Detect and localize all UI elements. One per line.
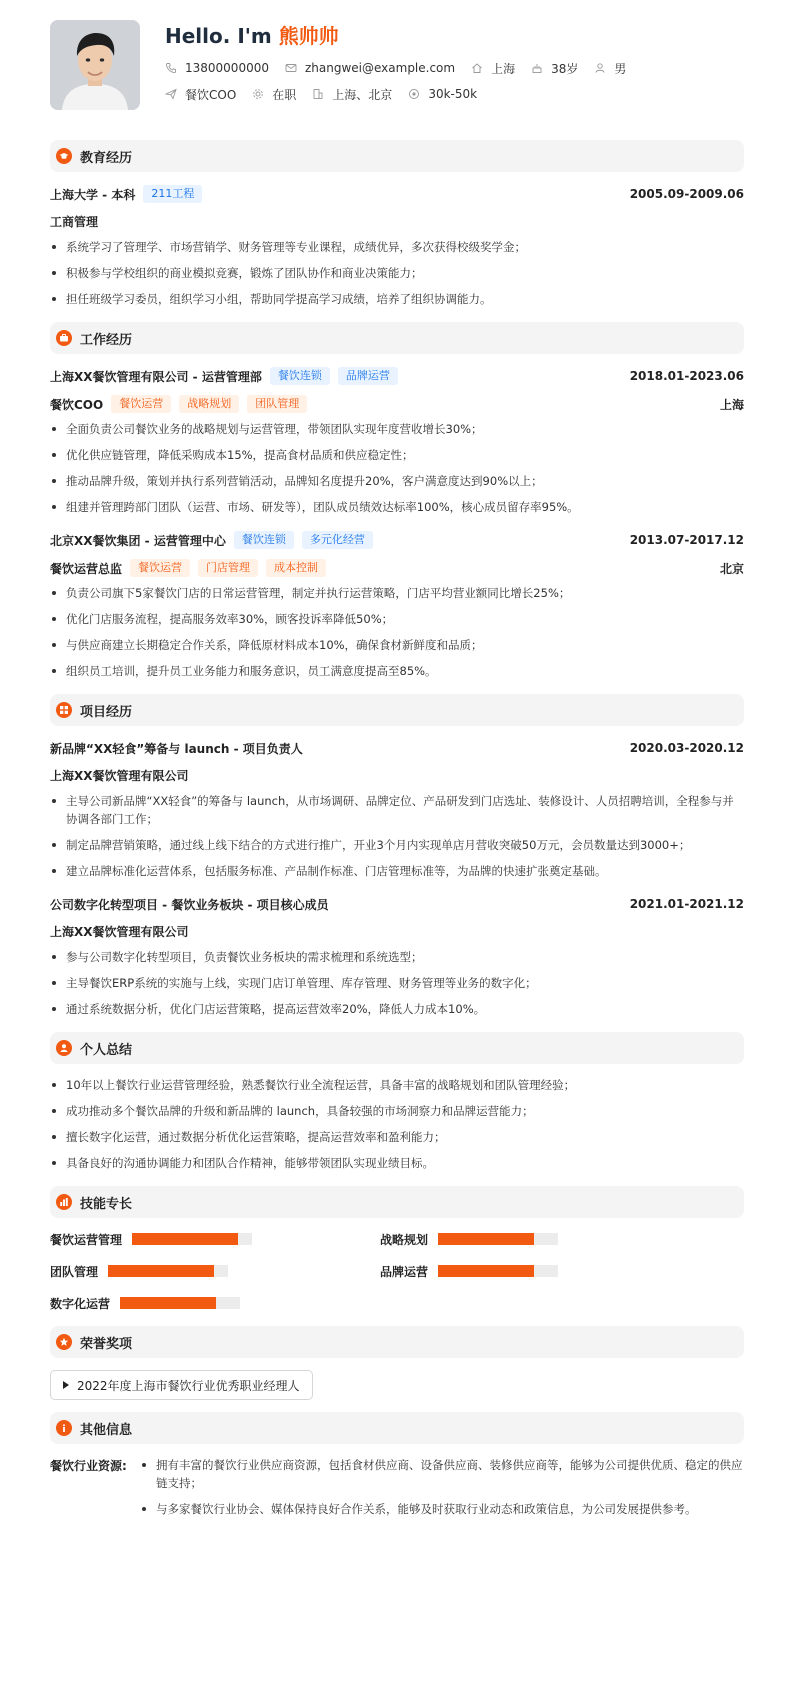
section-other xyxy=(50,1412,744,1444)
project-company: 上海XX餐饮管理有限公司 xyxy=(50,925,189,939)
award-icon xyxy=(56,1334,72,1350)
status-item xyxy=(252,86,296,103)
list-item: 推动品牌升级，策划并执行系列营销活动，品牌知名度提升20%，客户满意度达到90%以上； xyxy=(50,472,744,490)
industry-tag: 餐饮连锁 xyxy=(234,531,294,549)
other-label: 餐饮行业资源: xyxy=(50,1459,127,1473)
skill-name: 数字化运营 xyxy=(50,1296,111,1311)
skill-bar-fill xyxy=(438,1265,534,1277)
phone-item xyxy=(165,61,269,75)
salary-item xyxy=(408,87,477,101)
position-text: 餐饮COO xyxy=(185,87,237,102)
awards-list xyxy=(50,1370,744,1412)
city-text: 上海 xyxy=(491,61,516,76)
section-title: 个人总结 xyxy=(80,1042,133,1058)
role-tag: 门店管理 xyxy=(198,559,258,577)
project-company: 上海XX餐饮管理有限公司 xyxy=(50,769,189,783)
avatar xyxy=(50,20,140,110)
education-bullets xyxy=(50,238,744,308)
summary-entry xyxy=(50,1076,744,1172)
mail-icon xyxy=(285,62,297,74)
section-summary xyxy=(50,1032,744,1064)
skill-bar-fill xyxy=(132,1233,238,1245)
bar-chart-icon xyxy=(56,1194,72,1210)
summary-bullets xyxy=(50,1076,744,1172)
list-item: 擅长数字化运营，通过数据分析优化运营策略，提高运营效率和盈利能力； xyxy=(50,1128,744,1146)
building-icon xyxy=(312,88,324,100)
info-icon xyxy=(56,1420,72,1436)
project-name: 公司数字化转型项目 - 餐饮业务板块 - 项目核心成员 xyxy=(50,897,329,912)
school-name: 上海大学 - 本科 xyxy=(50,187,136,202)
salary-text: 30k-50k xyxy=(428,87,478,101)
industry-tag: 多元化经营 xyxy=(302,531,373,549)
user-icon xyxy=(594,62,606,74)
project-name: 新品牌“XX轻食”筹备与 launch - 项目负责人 xyxy=(50,741,303,756)
skill-name: 战略规划 xyxy=(380,1232,429,1247)
list-item: 通过系统数据分析，优化门店运营策略，提高运营效率20%，降低人力成本10%。 xyxy=(50,1000,744,1018)
city-item xyxy=(471,60,515,77)
name-heading xyxy=(165,22,642,50)
job-entry xyxy=(50,366,744,516)
list-item: 组建并管理跨部门团队（运营、市场、研发等），团队成员绩效达标率100%，核心成员留存率95%。 xyxy=(50,498,744,516)
project-period: 2021.01-2021.12 xyxy=(629,897,744,911)
award-text: 2022年度上海市餐饮行业优秀职业经理人 xyxy=(77,1378,300,1393)
list-item: 拥有丰富的餐饮行业供应商资源，包括食材供应商、设备供应商、装修供应商等，能够为公司提供优质、稳定的供应链支持； xyxy=(130,1456,744,1492)
job-location: 上海 xyxy=(719,397,744,412)
other-entry xyxy=(50,1456,744,1526)
job-bullets xyxy=(50,420,744,516)
industry-tag: 品牌运营 xyxy=(338,367,398,385)
list-item: 担任班级学习委员，组织学习小组，帮助同学提高学习成绩，培养了组织协调能力。 xyxy=(50,290,744,308)
list-item: 具备良好的沟通协调能力和团队合作精神，能够带领团队实现业绩目标。 xyxy=(50,1154,744,1172)
list-item: 制定品牌营销策略，通过线上线下结合的方式进行推广，开业3个月内实现单店月营收突破50万元，会员数量达到3000+； xyxy=(50,836,744,854)
resume-header xyxy=(50,20,744,112)
job-bullets xyxy=(50,584,744,680)
gender-text: 男 xyxy=(614,61,627,76)
role-tag: 餐饮运营 xyxy=(130,559,190,577)
section-title: 荣誉奖项 xyxy=(80,1336,133,1352)
send-icon xyxy=(165,88,177,100)
section-title: 其他信息 xyxy=(80,1422,133,1438)
candidate-name: 熊帅帅 xyxy=(278,24,339,48)
section-title: 工作经历 xyxy=(80,332,133,348)
education-period: 2005.09-2009.06 xyxy=(629,187,744,201)
role-tag: 餐饮运营 xyxy=(111,395,171,413)
list-item: 建立品牌标准化运营体系，包括服务标准、产品制作标准、门店管理标准等，为品牌的快速扩张奠定基础。 xyxy=(50,862,744,880)
list-item: 主导餐饮ERP系统的实施与上线，实现门店订单管理、库存管理、财务管理等业务的数字化； xyxy=(50,974,744,992)
cake-icon xyxy=(531,62,543,74)
target-city-item xyxy=(312,86,392,103)
email-text: zhangwei@example.com xyxy=(304,61,456,75)
gear-icon xyxy=(252,88,264,100)
skill-bar xyxy=(132,1233,252,1245)
other-bullets xyxy=(130,1456,744,1526)
list-item: 主导公司新品牌“XX轻食”的筹备与 launch，从市场调研、品牌定位、产品研发到门店选址、装修设计、人员招聘培训，全程参与并协调各部门工作； xyxy=(50,792,744,828)
section-title: 技能专长 xyxy=(80,1196,133,1212)
job-role: 餐饮COO xyxy=(50,397,104,412)
skill-bar xyxy=(120,1297,240,1309)
project-bullets xyxy=(50,948,744,1018)
award-item[interactable] xyxy=(50,1370,313,1400)
role-tag: 团队管理 xyxy=(247,395,307,413)
coin-icon xyxy=(408,88,420,100)
email-item xyxy=(285,61,455,75)
status-text: 在职 xyxy=(272,87,297,102)
skill-item xyxy=(50,1262,380,1280)
skill-name: 餐饮运营管理 xyxy=(50,1232,123,1247)
skill-item xyxy=(50,1230,380,1248)
skills-grid xyxy=(50,1230,744,1312)
section-title: 教育经历 xyxy=(80,150,133,166)
contact-row xyxy=(165,58,642,78)
list-item: 与多家餐饮行业协会、媒体保持良好合作关系，能够及时获取行业动态和政策信息，为公司发展提供参考。 xyxy=(130,1500,744,1518)
caret-right-icon xyxy=(63,1381,69,1389)
list-item: 负责公司旗下5家餐饮门店的日常运营管理，制定并执行运营策略，门店平均营业额同比增长25%； xyxy=(50,584,744,602)
section-work xyxy=(50,322,744,354)
section-projects xyxy=(50,694,744,726)
list-item: 10年以上餐饮行业运营管理经验，熟悉餐饮行业全流程运营，具备丰富的战略规划和团队管理经验； xyxy=(50,1076,744,1094)
skill-bar xyxy=(438,1265,558,1277)
job-role: 餐饮运营总监 xyxy=(50,561,123,576)
skill-bar-fill xyxy=(438,1233,534,1245)
skill-name: 团队管理 xyxy=(50,1264,99,1279)
company-name: 北京XX餐饮集团 - 运营管理中心 xyxy=(50,533,226,548)
list-item: 组织员工培训，提升员工业务能力和服务意识，员工满意度提高至85%。 xyxy=(50,662,744,680)
age-item xyxy=(531,60,578,77)
job-location: 北京 xyxy=(719,561,744,576)
list-item: 优化门店服务流程，提高服务效率30%，顾客投诉率降低50%； xyxy=(50,610,744,628)
skill-bar-fill xyxy=(120,1297,216,1309)
skill-item xyxy=(380,1230,710,1248)
section-title: 项目经历 xyxy=(80,704,133,720)
home-icon xyxy=(471,62,483,74)
section-education xyxy=(50,140,744,172)
project-period: 2020.03-2020.12 xyxy=(629,741,744,755)
major: 工商管理 xyxy=(50,215,99,229)
education-entry xyxy=(50,184,744,308)
target-city-text: 上海、北京 xyxy=(332,87,393,102)
list-item: 成功推动多个餐饮品牌的升级和新品牌的 launch，具备较强的市场洞察力和品牌运营能力； xyxy=(50,1102,744,1120)
list-item: 全面负责公司餐饮业务的战略规划与运营管理，带领团队实现年度营收增长30%； xyxy=(50,420,744,438)
list-item: 积极参与学校组织的商业模拟竞赛，锻炼了团队协作和商业决策能力； xyxy=(50,264,744,282)
section-skills xyxy=(50,1186,744,1218)
company-name: 上海XX餐饮管理有限公司 - 运营管理部 xyxy=(50,369,262,384)
project-bullets xyxy=(50,792,744,880)
skill-bar xyxy=(438,1233,558,1245)
list-item: 系统学习了管理学、市场营销学、财务管理等专业课程，成绩优异，多次获得校级奖学金； xyxy=(50,238,744,256)
job-period: 2018.01-2023.06 xyxy=(629,369,744,383)
school-tag: 211工程 xyxy=(143,185,202,203)
industry-tag: 餐饮连锁 xyxy=(270,367,330,385)
skill-bar xyxy=(108,1265,228,1277)
skill-bar-fill xyxy=(108,1265,214,1277)
greeting: Hello. I'm xyxy=(165,24,272,48)
skill-item xyxy=(380,1262,710,1280)
role-tag: 战略规划 xyxy=(179,395,239,413)
job-period: 2013.07-2017.12 xyxy=(629,533,744,547)
job-intent-row xyxy=(165,84,642,104)
person-icon xyxy=(56,1040,72,1056)
gender-item xyxy=(594,60,626,77)
age-text: 38岁 xyxy=(551,61,579,76)
list-item: 与供应商建立长期稳定合作关系，降低原材料成本10%，确保食材新鲜度和品质； xyxy=(50,636,744,654)
list-item: 优化供应链管理，降低采购成本15%，提高食材品质和供应稳定性； xyxy=(50,446,744,464)
position-item xyxy=(165,86,236,103)
phone-text: 13800000000 xyxy=(185,61,269,75)
role-tag: 成本控制 xyxy=(266,559,326,577)
graduation-cap-icon xyxy=(56,148,72,164)
job-entry xyxy=(50,530,744,680)
list-item: 参与公司数字化转型项目，负责餐饮业务板块的需求梳理和系统选型； xyxy=(50,948,744,966)
skill-name: 品牌运营 xyxy=(380,1264,429,1279)
project-entry xyxy=(50,738,744,880)
skill-item xyxy=(50,1294,380,1312)
briefcase-icon xyxy=(56,330,72,346)
section-awards xyxy=(50,1326,744,1358)
phone-icon xyxy=(165,62,177,74)
grid-icon xyxy=(56,702,72,718)
project-entry xyxy=(50,894,744,1018)
